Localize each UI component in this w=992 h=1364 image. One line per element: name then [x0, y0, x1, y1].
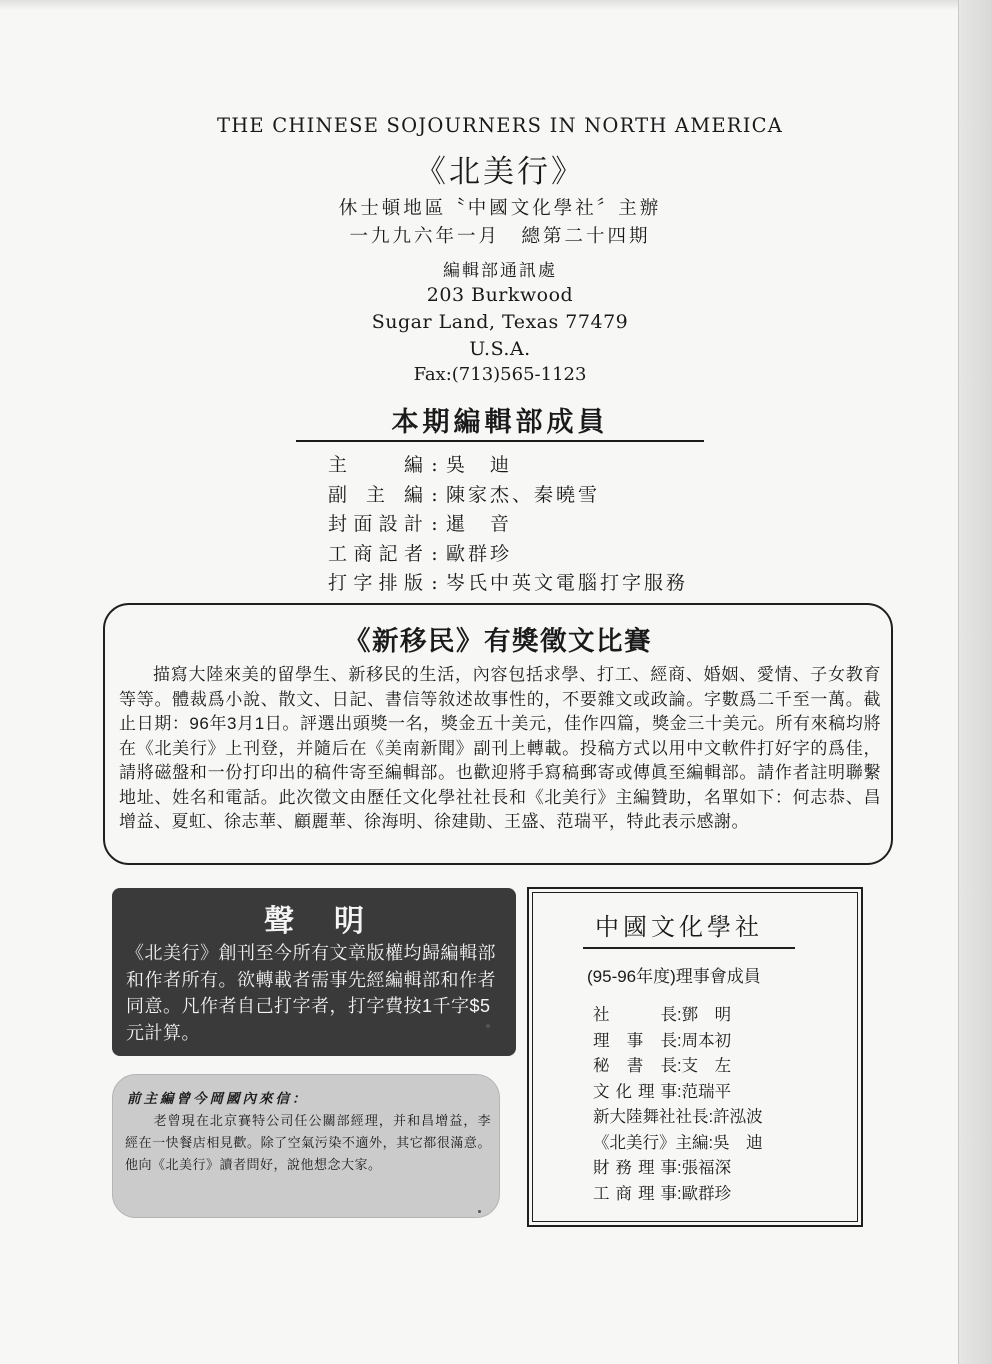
society-name: 中國文化學社 — [595, 914, 763, 941]
board-row: 財務理事:張福深 — [593, 1154, 763, 1180]
board-role: 《北美行》主編 — [593, 1133, 709, 1152]
essay-contest-box — [103, 603, 893, 865]
board-name: 周本初 — [681, 1031, 732, 1050]
board-name: 吳 迪 — [713, 1133, 763, 1152]
board-member-list — [593, 1001, 763, 1205]
host-line: 休士頓地區〝中國文化學社〞主辦 — [338, 198, 662, 219]
staff-row: 副主編 : 陳家杰、秦曉雪 — [328, 480, 688, 510]
address-line: U.S.A. — [469, 338, 531, 360]
letter-title: 前主編曾今岡國內來信： — [127, 1091, 309, 1107]
heading-underline — [296, 440, 704, 442]
magazine-title: 《北美行》 — [415, 154, 585, 190]
staff-name: 陳家杰、秦曉雪 — [446, 483, 601, 506]
staff-row: 主編 : 吳 迪 — [328, 450, 688, 480]
board-name: 鄧 明 — [681, 1006, 732, 1024]
former-editor-letter-box — [112, 1074, 500, 1218]
issue-line: 一九九六年一月 總第二十四期 — [349, 226, 651, 247]
board-role: 理事長 — [593, 1031, 677, 1050]
letter-body: 老曾現在北京賽特公司任公關部經理，并和昌增益，李經在一快餐店相見歡。除了空氣污染不適外，其它都很滿意。他向《北美行》讀者問好，說他想念大家。 — [125, 1114, 491, 1173]
english-title: THE CHINESE SOJOURNERS IN NORTH AMERICA — [217, 114, 783, 137]
editorial-heading: 本期編輯部成員 — [391, 407, 609, 438]
declaration-box — [112, 888, 516, 1056]
staff-role: 封面設計 — [328, 513, 426, 535]
board-role: 財務理事 — [593, 1159, 677, 1177]
board-row: 理事長:周本初 — [593, 1027, 763, 1053]
fax-number: Fax:(713)565-1123 — [413, 364, 587, 385]
staff-name: 吳 迪 — [446, 454, 513, 476]
contest-title: 《新移民》有獎徵文比賽 — [344, 626, 652, 656]
address-line: 203 Burkwood — [426, 284, 574, 306]
scan-speck — [486, 1024, 490, 1028]
board-name: 歐群珍 — [681, 1184, 732, 1203]
contest-body: 描寫大陸來美的留學生、新移民的生活，內容包括求學、打工、經商、婚姻、愛情、子女教育等等。體裁爲小說、散文、日記、書信等敘述故事性的，不要雜文或政論。字數爲二千至一萬。截止日期：96年3月1日。評選出頭獎一名，獎金五十美元，佳作四篇，獎金三十美元。所有來稿均將在《北美行》上刊登，并隨后在《美南新聞》副刊上轉載。投稿方式以用中文軟件打好字的爲佳，請將磁盤和一份打印出的稿件寄至編輯部。也歡迎將手寫稿郵寄或傳眞至編輯部。請作者註明聯繫地址、姓名和電話。此次徵文由歷任文化學社社長和《北美行》主編贊助，名單如下：何志恭、昌增益、夏虹、徐志華、顧麗華、徐海明、徐建勛、王盛、范瑞平，特此表示感謝。 — [119, 665, 881, 831]
board-name: 支 左 — [681, 1057, 732, 1075]
board-role: 文化理事 — [593, 1082, 677, 1101]
cultural-society-box — [527, 887, 863, 1227]
declaration-title: 聲明 — [264, 905, 404, 938]
scan-top-edge — [0, 0, 992, 10]
board-row: 《北美行》主編:吳 迪 — [593, 1129, 763, 1155]
board-row: 社長:鄧 明 — [593, 1001, 763, 1027]
office-label: 編輯部通訊處 — [443, 261, 557, 281]
society-name-underline — [583, 947, 795, 949]
board-name: 范瑞平 — [681, 1082, 732, 1101]
staff-role: 副主編 — [328, 483, 426, 506]
address-line: Sugar Land, Texas 77479 — [371, 311, 629, 333]
staff-name: 岑氏中英文電腦打字服務 — [446, 572, 689, 594]
board-row: 秘書長:支 左 — [593, 1052, 763, 1078]
staff-role: 打字排版 — [328, 572, 426, 594]
staff-role: 工商記者 — [328, 542, 426, 565]
staff-name: 暹 音 — [446, 513, 513, 535]
staff-row: 封面設計 : 暹 音 — [328, 509, 688, 539]
board-name: 張福深 — [681, 1159, 732, 1177]
board-heading: (95-96年度)理事會成員 — [587, 967, 761, 986]
staff-role: 主編 — [328, 454, 426, 476]
scan-speck — [478, 1210, 481, 1213]
board-row: 文化理事:范瑞平 — [593, 1078, 763, 1104]
staff-row: 打字排版 : 岑氏中英文電腦打字服務 — [328, 568, 688, 598]
board-role: 秘書長 — [593, 1057, 677, 1075]
editorial-staff-list — [328, 450, 688, 598]
board-row: 工商理事:歐群珍 — [593, 1180, 763, 1206]
board-row: 新大陸舞社社長:許泓波 — [593, 1103, 763, 1129]
staff-row: 工商記者 : 歐群珍 — [328, 539, 688, 569]
board-role: 工商理事 — [593, 1184, 677, 1203]
staff-name: 歐群珍 — [446, 542, 513, 565]
declaration-body: 《北美行》創刊至今所有文章版權均歸編輯部和作者所有。欲轉載者需事先經編輯部和作者同意。凡作者自己打字者，打字費按1千字$5元計算。 — [126, 943, 496, 1043]
board-name: 許泓波 — [713, 1108, 763, 1126]
board-role: 新大陸舞社社長 — [593, 1108, 709, 1126]
board-role: 社長 — [593, 1006, 677, 1024]
